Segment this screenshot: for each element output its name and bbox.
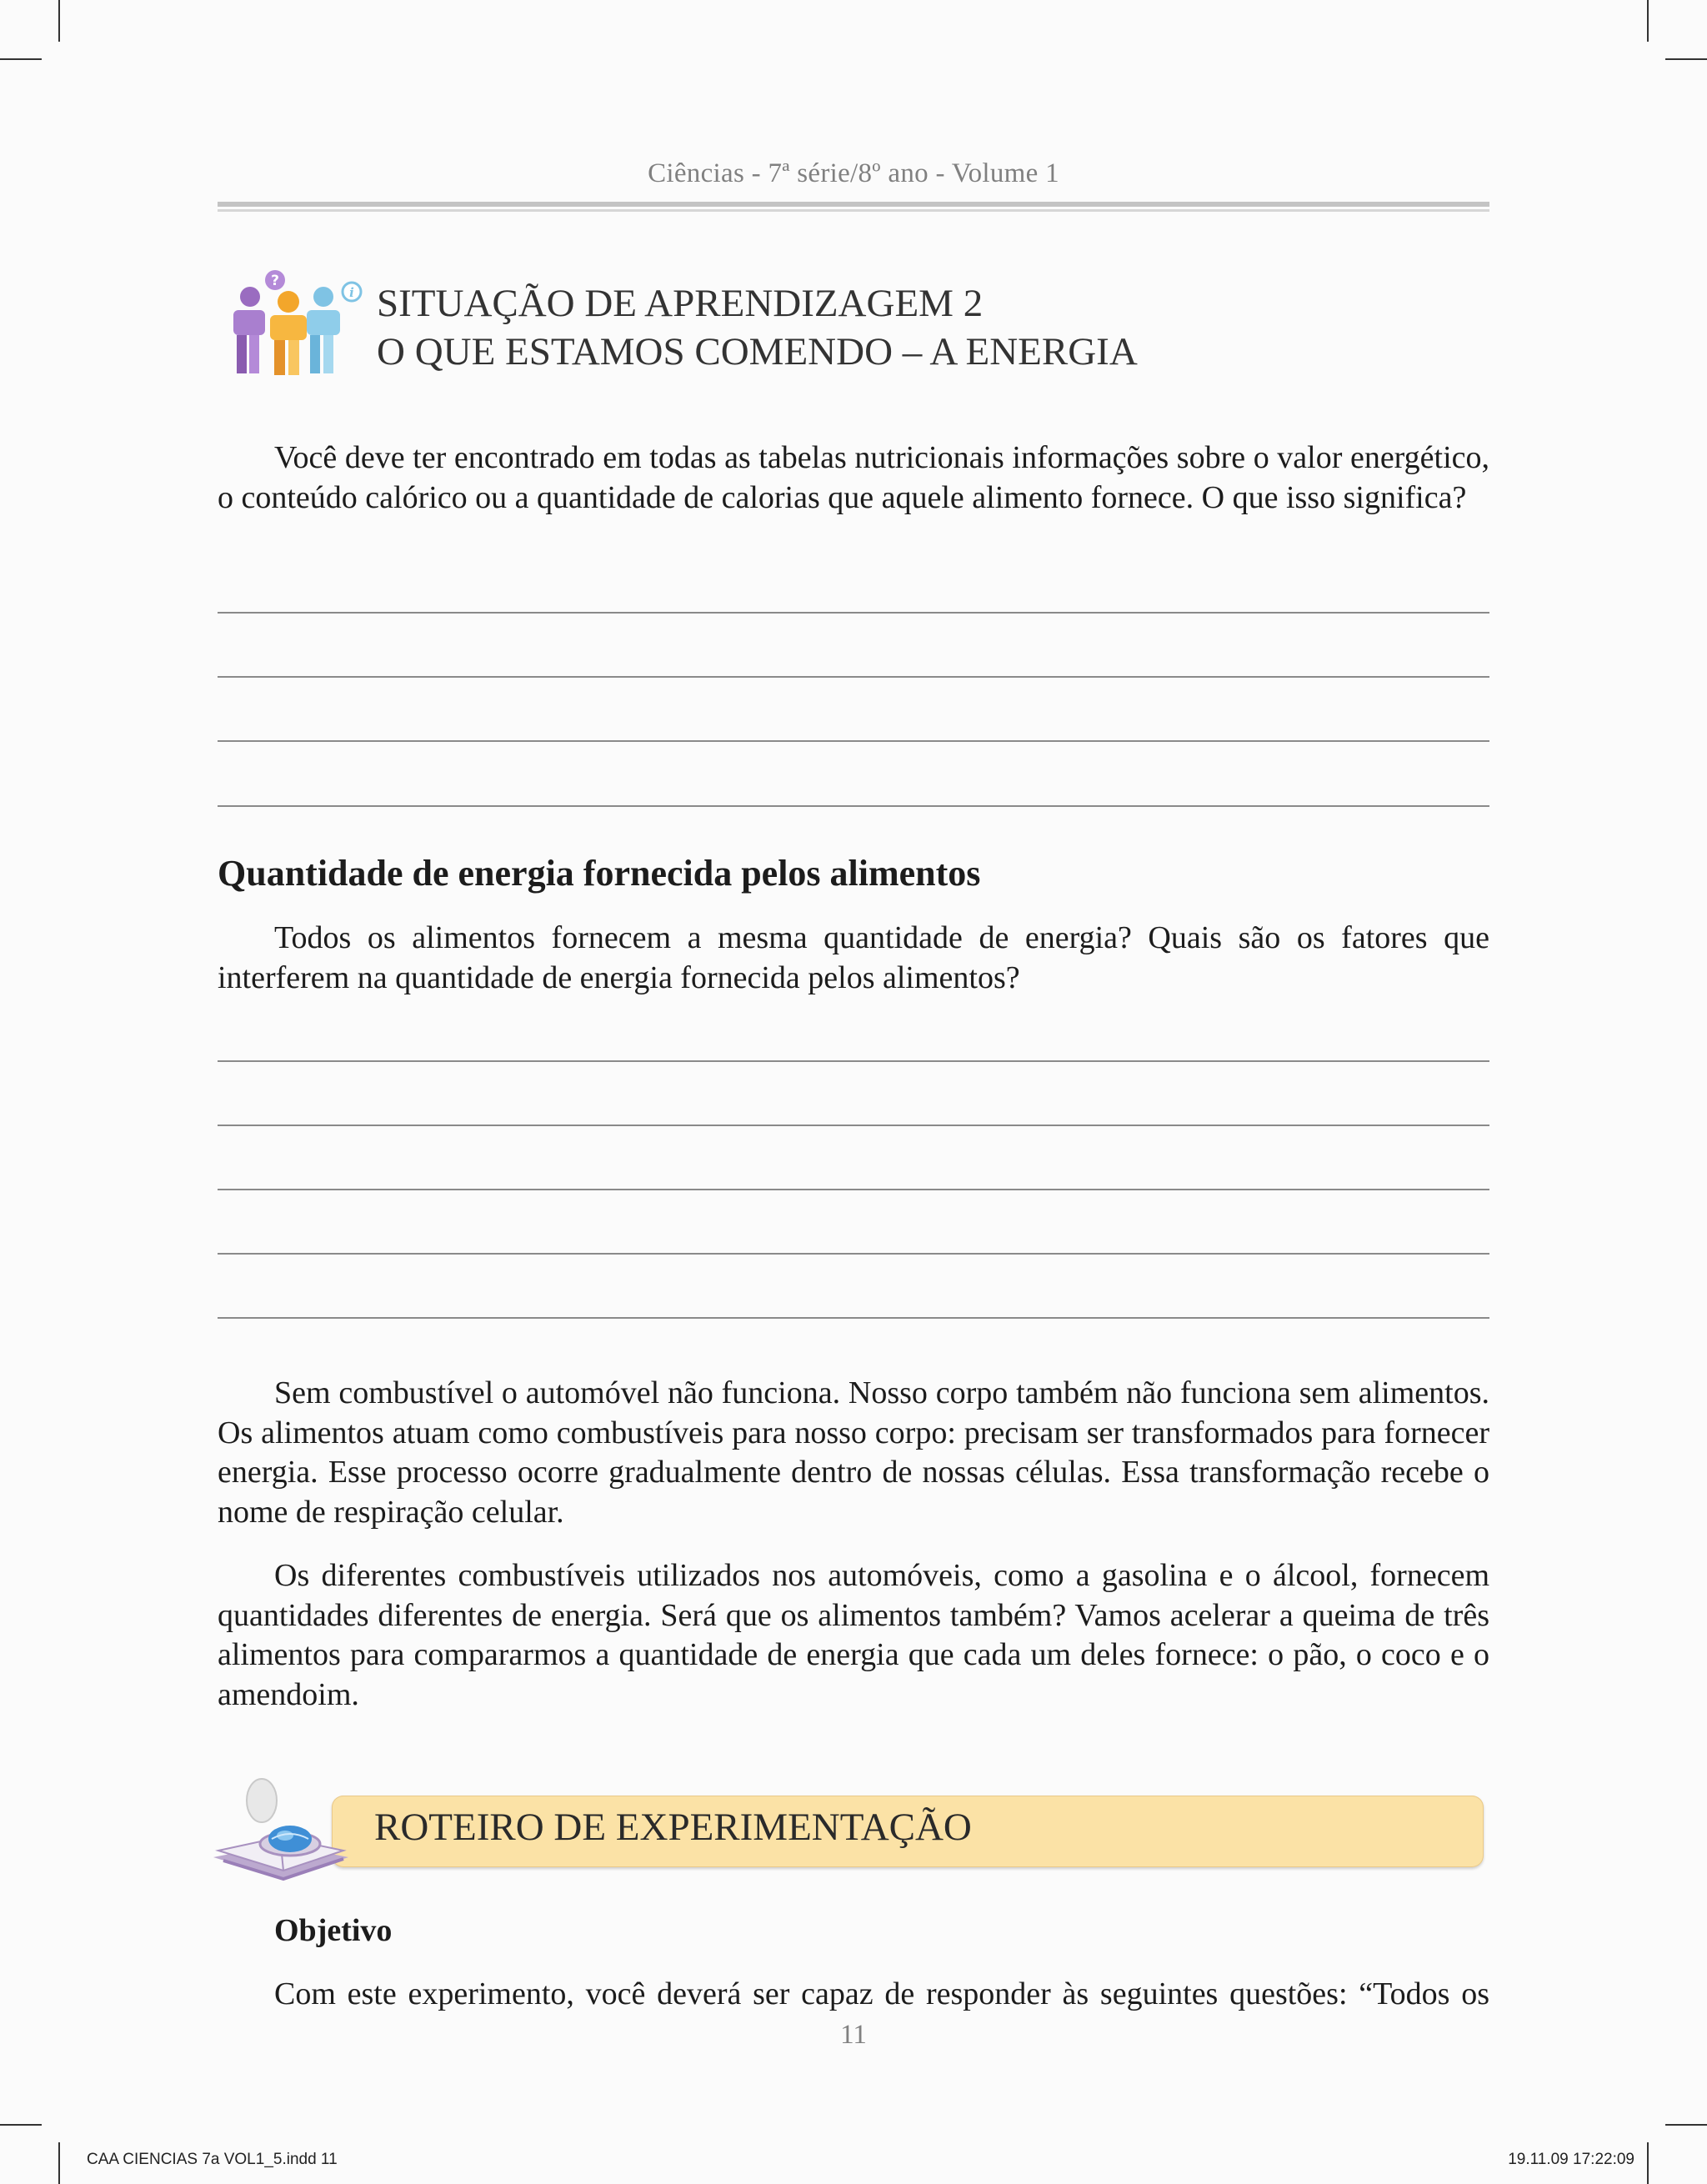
answer-line[interactable] (218, 1125, 1489, 1126)
three-people-figures-icon (227, 268, 368, 385)
intro-paragraph: Você deve ter encontrado em todas as tabelas nutricionais informações sobre o valor energético, o conteúdo calórico ou a quantidade de calorias que aquele alimento fornece. O que isso significa? (218, 440, 1489, 515)
answer-line[interactable] (218, 1060, 1489, 1062)
section-heading: Quantidade de energia fornecida pelos alimentos (218, 853, 981, 894)
roteiro-title: ROTEIRO DE EXPERIMENTAÇÃO (374, 1806, 972, 1849)
answer-line[interactable] (218, 676, 1489, 678)
paragraph-compare: Os diferentes combustíveis utilizados nos automóveis, como a gasolina e o álcool, fornecem quantidades diferentes de energia. Será que os alimentos também? Vamos acelerar a queima de três alimentos para compararmos a quantidade de energia que cada um deles fornece: o pão, o coco e o amendoim. (218, 1558, 1489, 1712)
crop-mark (0, 58, 42, 60)
answer-line[interactable] (218, 1317, 1489, 1319)
situation-title-line1: SITUAÇÃO DE APRENDIZAGEM 2 (377, 282, 984, 325)
situation-title (377, 279, 1138, 376)
answer-line[interactable] (218, 1253, 1489, 1255)
crop-mark (58, 2142, 60, 2184)
header-rule (218, 209, 1489, 212)
slug-file: CAA CIENCIAS 7a VOL1_5.indd 11 (87, 2151, 338, 2168)
answer-line[interactable] (218, 1189, 1489, 1190)
crop-mark (1647, 0, 1649, 42)
svg-text:i: i (349, 285, 354, 300)
paragraph-fuel: Sem combustível o automóvel não funciona. Nosso corpo também não funciona sem alimentos. Os alimentos atuam como combustíveis para nosso corpo: precisam ser transformados para fornecer energia. Esse processo ocorre gradualmente dentro de nossas células. Essa transformação recebe o nome de respiração celular. (218, 1375, 1489, 1530)
answer-line[interactable] (218, 740, 1489, 742)
book-with-globe-icon (210, 1767, 352, 1892)
crop-mark (58, 0, 60, 42)
objetivo-heading: Objetivo (274, 1913, 393, 1948)
situation-title-line2: O QUE ESTAMOS COMENDO – A ENERGIA (377, 330, 1138, 373)
header-rule (218, 202, 1489, 207)
crop-mark (1647, 2142, 1649, 2184)
crop-mark (1665, 58, 1707, 60)
objetivo-text: Com este experimento, você deverá ser capaz de responder às seguintes questões: “Todos os (274, 1976, 1489, 2011)
running-head: Ciências - 7ª série/8º ano - Volume 1 (648, 158, 1059, 188)
crop-mark (0, 2124, 42, 2126)
crop-mark (1665, 2124, 1707, 2126)
answer-line[interactable] (218, 612, 1489, 614)
slug-date: 19.11.09 17:22:09 (1508, 2151, 1634, 2168)
answer-line[interactable] (218, 805, 1489, 807)
svg-text:?: ? (271, 273, 279, 289)
page-number: 11 (840, 2020, 867, 2050)
section-paragraph: Todos os alimentos fornecem a mesma quantidade de energia? Quais são os fatores que interferem na quantidade de energia fornecida pelos alimentos? (218, 920, 1489, 995)
